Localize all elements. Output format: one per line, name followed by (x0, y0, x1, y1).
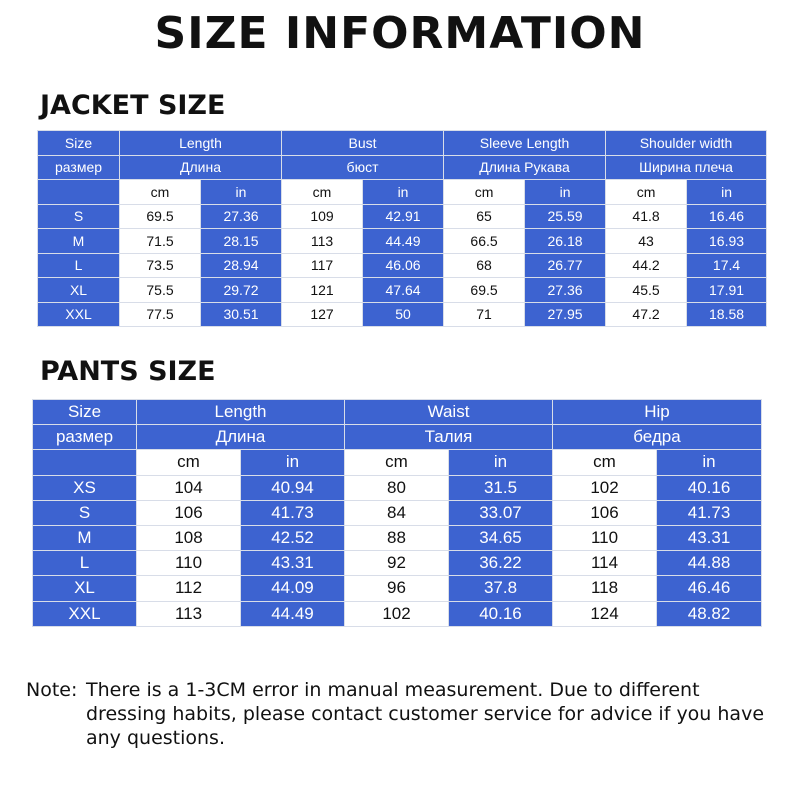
value-in: 48.82 (657, 601, 762, 626)
column-header-ru: Длина (120, 155, 282, 180)
value-in: 47.64 (363, 278, 444, 303)
value-cm: 104 (137, 475, 241, 500)
value-in: 26.77 (525, 253, 606, 278)
value-cm: 69.5 (120, 204, 201, 229)
value-cm: 106 (137, 500, 241, 525)
column-header: Shoulder width (606, 131, 767, 156)
header-row-en (38, 131, 767, 156)
value-in: 44.49 (241, 601, 345, 626)
size-label: M (33, 525, 137, 550)
value-cm: 110 (137, 551, 241, 576)
table-row (38, 229, 767, 254)
size-label: XS (33, 475, 137, 500)
header-row-en (33, 400, 762, 425)
value-in: 17.91 (687, 278, 767, 303)
page-title: SIZE INFORMATION (154, 8, 646, 59)
note-label: Note: (26, 679, 78, 701)
value-cm: 113 (137, 601, 241, 626)
size-label: L (38, 253, 120, 278)
value-in: 28.94 (201, 253, 282, 278)
value-cm: 68 (444, 253, 525, 278)
value-in: 34.65 (449, 525, 553, 550)
value-in: 16.93 (687, 229, 767, 254)
table-row (38, 302, 767, 327)
size-header: Size (33, 400, 137, 425)
value-in: 43.31 (657, 525, 762, 550)
value-cm: 121 (282, 278, 363, 303)
size-label: M (38, 229, 120, 254)
unit-in: in (241, 450, 345, 475)
table-row (33, 601, 762, 626)
column-header-ru: бедра (553, 425, 762, 450)
value-in: 44.09 (241, 576, 345, 601)
unit-row-spacer (33, 450, 137, 475)
column-header-ru: бюст (282, 155, 444, 180)
value-cm: 65 (444, 204, 525, 229)
unit-in: in (657, 450, 762, 475)
unit-row-spacer (38, 180, 120, 205)
size-header-ru: размер (33, 425, 137, 450)
unit-cm: cm (553, 450, 657, 475)
jacket-size-table (37, 130, 767, 327)
value-cm: 69.5 (444, 278, 525, 303)
value-in: 16.46 (687, 204, 767, 229)
table-row (38, 253, 767, 278)
value-cm: 43 (606, 229, 687, 254)
value-cm: 96 (345, 576, 449, 601)
table-row (33, 576, 762, 601)
unit-in: in (449, 450, 553, 475)
unit-cm: cm (120, 180, 201, 205)
column-header: Sleeve Length (444, 131, 606, 156)
table-row (38, 204, 767, 229)
value-cm: 73.5 (120, 253, 201, 278)
table-row (33, 475, 762, 500)
value-cm: 124 (553, 601, 657, 626)
value-in: 41.73 (241, 500, 345, 525)
size-label: XL (33, 576, 137, 601)
note-text: There is a 1-3CM error in manual measurement. Due to different dressing habits, please contact customer service for advice if you have any questions. (86, 679, 765, 749)
value-cm: 92 (345, 551, 449, 576)
value-cm: 45.5 (606, 278, 687, 303)
unit-in: in (525, 180, 606, 205)
column-header-ru: Длина Рукава (444, 155, 606, 180)
value-in: 25.59 (525, 204, 606, 229)
size-label: L (33, 551, 137, 576)
value-cm: 113 (282, 229, 363, 254)
value-cm: 127 (282, 302, 363, 327)
value-in: 44.49 (363, 229, 444, 254)
column-header: Bust (282, 131, 444, 156)
size-label: XXL (33, 601, 137, 626)
value-cm: 114 (553, 551, 657, 576)
unit-cm: cm (606, 180, 687, 205)
unit-cm: cm (444, 180, 525, 205)
size-label: XXL (38, 302, 120, 327)
value-in: 40.94 (241, 475, 345, 500)
value-in: 43.31 (241, 551, 345, 576)
value-cm: 118 (553, 576, 657, 601)
column-header: Hip (553, 400, 762, 425)
unit-cm: cm (345, 450, 449, 475)
value-cm: 117 (282, 253, 363, 278)
header-row-ru (38, 155, 767, 180)
value-in: 36.22 (449, 551, 553, 576)
size-header: Size (38, 131, 120, 156)
value-cm: 110 (553, 525, 657, 550)
value-in: 18.58 (687, 302, 767, 327)
column-header: Length (137, 400, 345, 425)
value-in: 42.52 (241, 525, 345, 550)
value-cm: 102 (345, 601, 449, 626)
size-label: XL (38, 278, 120, 303)
value-in: 28.15 (201, 229, 282, 254)
value-cm: 41.8 (606, 204, 687, 229)
value-cm: 44.2 (606, 253, 687, 278)
unit-in: in (363, 180, 444, 205)
pants-section-title: PANTS SIZE (40, 356, 216, 387)
value-cm: 109 (282, 204, 363, 229)
value-cm: 77.5 (120, 302, 201, 327)
value-cm: 80 (345, 475, 449, 500)
value-in: 46.46 (657, 576, 762, 601)
value-cm: 66.5 (444, 229, 525, 254)
unit-cm: cm (282, 180, 363, 205)
unit-in: in (201, 180, 282, 205)
value-cm: 75.5 (120, 278, 201, 303)
value-in: 27.36 (201, 204, 282, 229)
value-in: 42.91 (363, 204, 444, 229)
value-in: 37.8 (449, 576, 553, 601)
value-in: 17.4 (687, 253, 767, 278)
table-row (33, 525, 762, 550)
column-header: Length (120, 131, 282, 156)
table-row (38, 278, 767, 303)
column-header: Waist (345, 400, 553, 425)
unit-row (33, 450, 762, 475)
value-in: 29.72 (201, 278, 282, 303)
value-cm: 71.5 (120, 229, 201, 254)
column-header-ru: Талия (345, 425, 553, 450)
pants-size-table (32, 399, 762, 627)
value-in: 30.51 (201, 302, 282, 327)
measurement-note (26, 678, 776, 750)
unit-in: in (687, 180, 767, 205)
header-row-ru (33, 425, 762, 450)
jacket-section-title: JACKET SIZE (40, 90, 226, 121)
value-cm: 84 (345, 500, 449, 525)
value-cm: 102 (553, 475, 657, 500)
value-in: 26.18 (525, 229, 606, 254)
table-row (33, 551, 762, 576)
value-in: 40.16 (657, 475, 762, 500)
value-in: 41.73 (657, 500, 762, 525)
value-in: 40.16 (449, 601, 553, 626)
unit-cm: cm (137, 450, 241, 475)
unit-row (38, 180, 767, 205)
table-row (33, 500, 762, 525)
size-label: S (33, 500, 137, 525)
value-in: 44.88 (657, 551, 762, 576)
value-in: 31.5 (449, 475, 553, 500)
value-cm: 88 (345, 525, 449, 550)
value-cm: 112 (137, 576, 241, 601)
value-in: 27.95 (525, 302, 606, 327)
size-header-ru: размер (38, 155, 120, 180)
value-cm: 47.2 (606, 302, 687, 327)
value-in: 46.06 (363, 253, 444, 278)
column-header-ru: Длина (137, 425, 345, 450)
value-in: 27.36 (525, 278, 606, 303)
value-in: 33.07 (449, 500, 553, 525)
column-header-ru: Ширина плеча (606, 155, 767, 180)
value-cm: 106 (553, 500, 657, 525)
size-label: S (38, 204, 120, 229)
value-in: 50 (363, 302, 444, 327)
value-cm: 108 (137, 525, 241, 550)
value-cm: 71 (444, 302, 525, 327)
